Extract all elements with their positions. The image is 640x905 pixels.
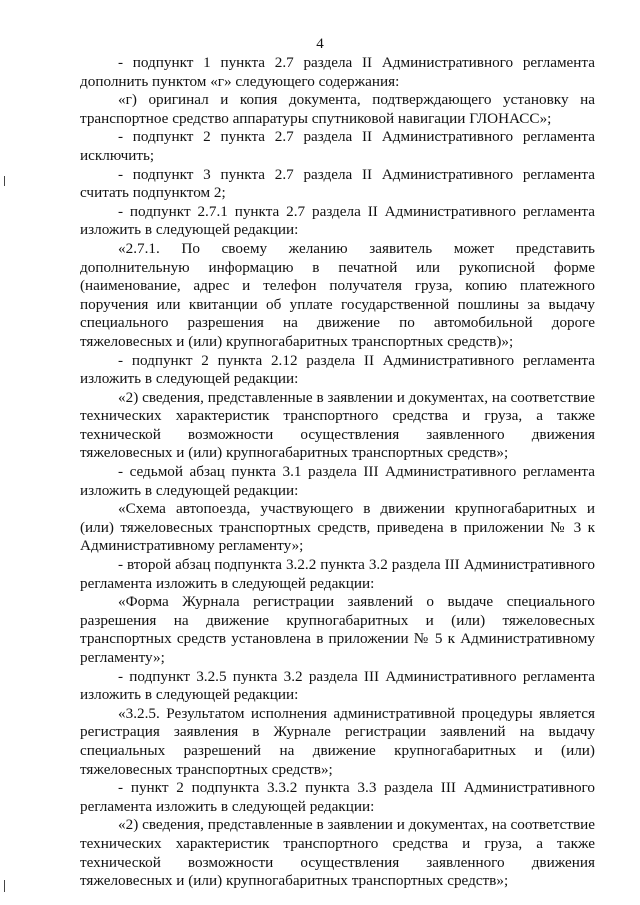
paragraph: «3.2.5. Результатом исполнения административной процедуры является регистрация заявления в Журнале регистрации заявлений на выдачу специальных разрешений на движение крупногабаритных и (или) тяжеловесных транспортных средств»;	[80, 704, 595, 778]
page-number: 4	[316, 36, 324, 52]
scan-margin-mark	[4, 176, 5, 186]
paragraph: - пункт 2 подпункта 3.3.2 пункта 3.3 раздела III Административного регламента изложить в следующей редакции:	[80, 779, 595, 815]
paragraph: «Схема автопоезда, участвующего в движении крупногабаритных и (или) тяжеловесных транспортных средств, приведена в приложении № 3 к Административному регламенту»;	[80, 500, 595, 555]
paragraph: - подпункт 2.7.1 пункта 2.7 раздела II Административного регламента изложить в следующей редакции:	[80, 202, 595, 239]
scan-margin-mark	[4, 880, 5, 892]
paragraph: - подпункт 3 пункта 2.7 раздела II Административного регламента считать подпунктом 2;	[80, 165, 595, 202]
paragraph: - седьмой абзац пункта 3.1 раздела III Административного регламента изложить в следующей редакции:	[80, 463, 595, 499]
paragraph: «г) оригинал и копия документа, подтверждающего установку на транспортное средство аппаратуры спутниковой навигации ГЛОНАСС»;	[80, 91, 595, 127]
paragraph: - подпункт 2 пункта 2.12 раздела II Административного регламента изложить в следующей редакции:	[80, 351, 595, 388]
paragraph: «Форма Журнала регистрации заявлений о выдаче специального разрешения на движение крупногабаритных и (или) тяжеловесных транспортных средств установлена в приложении № 5 к Административному регламенту»;	[80, 593, 595, 666]
paragraph: «2) сведения, представленные в заявлении и документах, на соответствие технических характеристик транспортного средства и груза, а также технической возможности осуществления заявленного движения тяжеловесных и (или) крупногабаритных транспортных средств»;	[80, 816, 595, 890]
paragraph: - второй абзац подпункта 3.2.2 пункта 3.2 раздела III Административного регламента изложить в следующей редакции:	[80, 556, 595, 592]
paragraph: - подпункт 3.2.5 пункта 3.2 раздела III Административного регламента изложить в следующей редакции:	[80, 667, 595, 704]
paragraph: «2) сведения, представленные в заявлении и документах, на соответствие технических характеристик транспортного средства и груза, а также технической возможности осуществления заявленного движения тяжеловесных и (или) крупногабаритных транспортных средств»;	[80, 388, 595, 462]
paragraph: - подпункт 2 пункта 2.7 раздела II Административного регламента исключить;	[80, 128, 595, 164]
paragraph: «2.7.1. По своему желанию заявитель может представить дополнительную информацию в печатной или рукописной форме (наименование, адрес и телефон получателя груза, копию платежного поручения или квитанции об уплате государственной пошлины за выдачу специального разрешения на движение по автомобильной дороге тяжеловесных и (или) крупногабаритных транспортных средств)»;	[80, 239, 595, 350]
paragraph: - подпункт 1 пункта 2.7 раздела II Административного регламента дополнить пунктом «г» следующего содержания:	[80, 54, 595, 90]
document-body	[80, 54, 595, 891]
